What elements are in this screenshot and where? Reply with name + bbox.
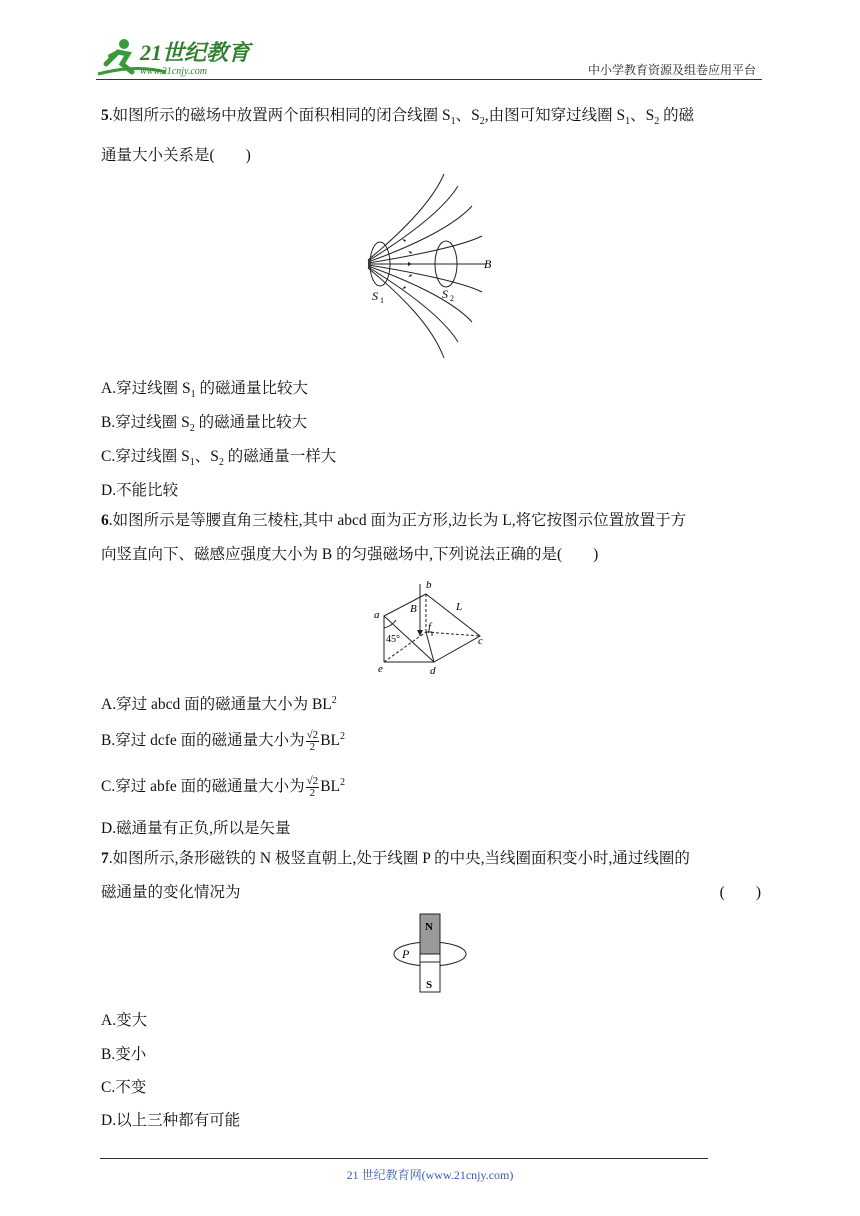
question-7-line-1: 7.如图所示,条形磁铁的 N 极竖直朝上,处于线圈 P 的中央,当线圈面积变小时,通过线圈的 bbox=[101, 850, 690, 867]
site-logo bbox=[96, 34, 266, 78]
q6-prism-figure bbox=[368, 576, 492, 676]
q5-option-d: D.不能比较 bbox=[101, 482, 179, 499]
question-5-line-2: 通量大小关系是( ) bbox=[101, 147, 251, 165]
question-7 bbox=[101, 846, 771, 906]
svg-text:N: N bbox=[425, 921, 433, 933]
q5-option-a: A.穿过线圈 $S_1$ 的磁通量比较大 bbox=[101, 380, 308, 401]
q6-option-b: B.穿过 dcfe 面的磁通量大小为 $\frac{√2}{2}$ $BL^2$ bbox=[101, 728, 345, 753]
question-5-line-1: 5.如图所示的磁场中放置两个面积相同的闭合线圈 $S_1$、$S_2$,由图可知穿过线圈 $S_1$、$S_2$ 的磁 bbox=[101, 107, 695, 128]
svg-text:1: 1 bbox=[380, 296, 384, 305]
header-platform-text: 中小学教育资源及组卷应用平台 bbox=[587, 63, 756, 77]
svg-text:c: c bbox=[478, 635, 483, 647]
q7-option-b: B.变小 bbox=[101, 1046, 147, 1063]
svg-text:f: f bbox=[428, 621, 432, 633]
fraction: $\frac{√2}{2}$ bbox=[306, 774, 319, 799]
svg-text:e: e bbox=[378, 663, 383, 675]
footer-link[interactable]: 21 世纪教育网(www.21cnjy.com) bbox=[346, 1168, 514, 1182]
q6-option-c: C.穿过 abfe 面的磁通量大小为 $\frac{√2}{2}$ $BL^2$ bbox=[101, 774, 345, 799]
svg-text:L: L bbox=[456, 601, 463, 613]
q5-option-b: B.穿过线圈 $S_2$ 的磁通量比较大 bbox=[101, 414, 308, 435]
svg-text:B: B bbox=[484, 257, 492, 271]
question-6-line-1: 6.如图所示是等腰直角三棱柱,其中 abcd 面为正方形,边长为 L,将它按图示位置放置于方 bbox=[101, 512, 687, 529]
q7-magnet-figure bbox=[390, 910, 470, 994]
q7-option-d: D.以上三种都有可能 bbox=[101, 1112, 241, 1129]
question-6-line-2: 向竖直向下、磁感应强度大小为 B 的匀强磁场中,下列说法正确的是( ) bbox=[101, 546, 599, 563]
svg-text:21世纪教育: 21世纪教育 bbox=[140, 40, 251, 65]
q5-magnetic-field-figure bbox=[362, 172, 502, 360]
q6-option-a: A.穿过 abcd 面的磁通量大小为 $BL^2$ bbox=[101, 694, 337, 713]
svg-text:a: a bbox=[374, 609, 380, 621]
svg-text:B: B bbox=[410, 603, 417, 615]
svg-text:d: d bbox=[430, 665, 436, 676]
q7-option-c: C.不变 bbox=[101, 1079, 147, 1096]
svg-text:45°: 45° bbox=[386, 634, 400, 645]
question-5 bbox=[101, 103, 771, 169]
q7-option-a: A.变大 bbox=[101, 1012, 148, 1029]
svg-text:S: S bbox=[442, 287, 448, 301]
svg-text:www.21cnjy.com: www.21cnjy.com bbox=[140, 66, 208, 77]
fraction: $\frac{√2}{2}$ bbox=[306, 728, 319, 753]
svg-text:2: 2 bbox=[450, 294, 454, 303]
question-7-line-2: 磁通量的变化情况为 ( ) bbox=[101, 884, 761, 901]
question-6 bbox=[101, 508, 781, 568]
svg-text:S: S bbox=[372, 289, 378, 303]
footer-divider bbox=[100, 1158, 708, 1159]
header-divider bbox=[96, 79, 762, 80]
svg-text:P: P bbox=[402, 947, 410, 961]
q6-option-d: D.磁通量有正负,所以是矢量 bbox=[101, 820, 291, 837]
svg-text:b: b bbox=[426, 579, 432, 591]
svg-text:S: S bbox=[426, 979, 433, 991]
q5-option-c: C.穿过线圈 $S_1$、$S_2$ 的磁通量一样大 bbox=[101, 448, 337, 469]
